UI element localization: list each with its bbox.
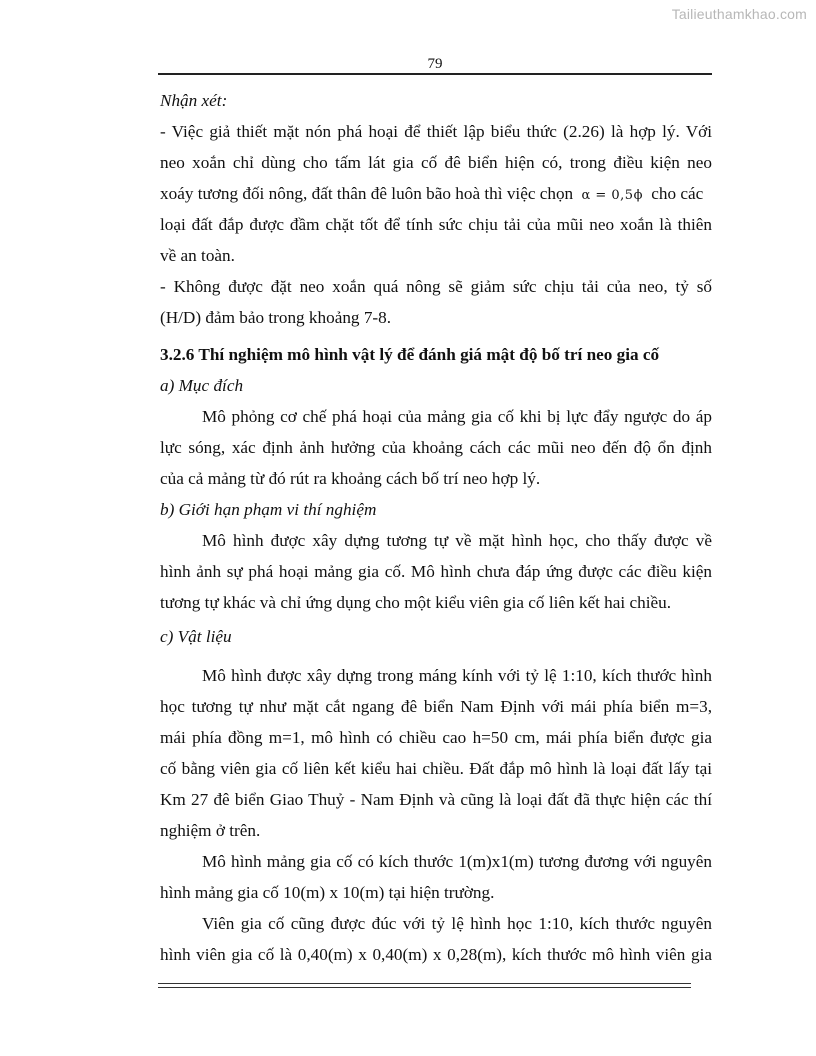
paragraph-line: mái phía đồng m=1, mô hình có chiều cao h=50 cm, mái phía biển được gia [160,728,712,747]
paragraph-line: cố bằng viên gia cố liên kết kiểu hai chiều. Đất đắp mô hình là loại đất lấy tại [160,759,712,778]
remark-label: Nhận xét: [160,91,228,110]
remark-line: - Không được đặt neo xoắn quá nông sẽ giảm sức chịu tải của neo, tỷ số [160,277,712,296]
paragraph-line: nghiệm ở trên. [160,821,261,840]
paragraph-line: học tương tự như mặt cắt ngang đê biển Nam Định với mái phía biển m=3, [160,697,712,716]
paragraph-line: Mô hình mảng gia cố có kích thước 1(m)x1(m) tương đương với nguyên [202,852,712,871]
paragraph-line: Mô hình được xây dựng trong máng kính với tỷ lệ 1:10, kích thước hình [202,666,712,685]
remark-line-suffix: cho các [651,184,704,203]
remark-line-prefix: xoáy tương đối nông, đất thân đê luôn bão hoà thì việc chọn [160,184,574,203]
paragraph-line: hình mảng gia cố 10(m) x 10(m) tại hiện trường. [160,883,495,902]
remark-line: (H/D) đảm bảo trong khoảng 7-8. [160,308,392,327]
paragraph-line: Mô phỏng cơ chế phá hoại của mảng gia cố khi bị lực đẩy ngược do áp [202,407,712,426]
section-heading: 3.2.6 Thí nghiệm mô hình vật lý để đánh giá mật độ bố trí neo gia cố [160,345,660,364]
paragraph-line: Km 27 đê biển Giao Thuỷ - Nam Định và cũng là loại đất đã thực hiện các thí [160,790,712,809]
paragraph-line: tương tự khác và chỉ ứng dụng cho một kiểu viên gia cố liên kết hai chiều. [160,593,671,612]
paragraph-line: của cả mảng từ đó rút ra khoảng cách bố trí neo hợp lý. [160,469,541,488]
subsection-heading: a) Mục đích [160,376,244,395]
paragraph-line: lực sóng, xác định ảnh hưởng của khoảng cách các mũi neo đến độ ổn định [160,438,712,457]
remark-line: - Việc giả thiết mặt nón phá hoại để thiết lập biểu thức (2.26) là hợp lý. Với [160,122,712,141]
header-rule [158,73,712,75]
paragraph-line: hình ảnh sự phá hoại mảng gia cố. Mô hình chưa đáp ứng được các điều kiện [160,562,712,581]
paragraph-line: Viên gia cố cũng được đúc với tỷ lệ hình học 1:10, kích thước nguyên [202,914,712,933]
remark-line: về an toàn. [160,246,235,265]
remark-line: loại đất đắp được đầm chặt tốt để tính sức chịu tải của mũi neo xoắn là thiên [160,215,712,234]
subsection-heading: c) Vật liệu [160,627,232,646]
footer-rule [158,983,691,988]
page-number: 79 [427,56,443,72]
subsection-heading: b) Giới hạn phạm vi thí nghiệm [160,500,377,519]
paragraph-line: Mô hình được xây dựng tương tự về mặt hình học, cho thấy được về [202,531,712,550]
alpha-formula: α = 0,5ϕ [581,188,643,203]
remark-line: neo xoắn chỉ dùng cho tấm lát gia cố đê biển hiện có, trong điều kiện neo [160,153,712,172]
paragraph-line: hình viên gia cố là 0,40(m) x 0,40(m) x 0,28(m), kích thước mô hình viên gia [160,945,712,964]
remark-line-with-formula [160,184,712,206]
watermark: Tailieuthamkhao.com [671,6,807,22]
